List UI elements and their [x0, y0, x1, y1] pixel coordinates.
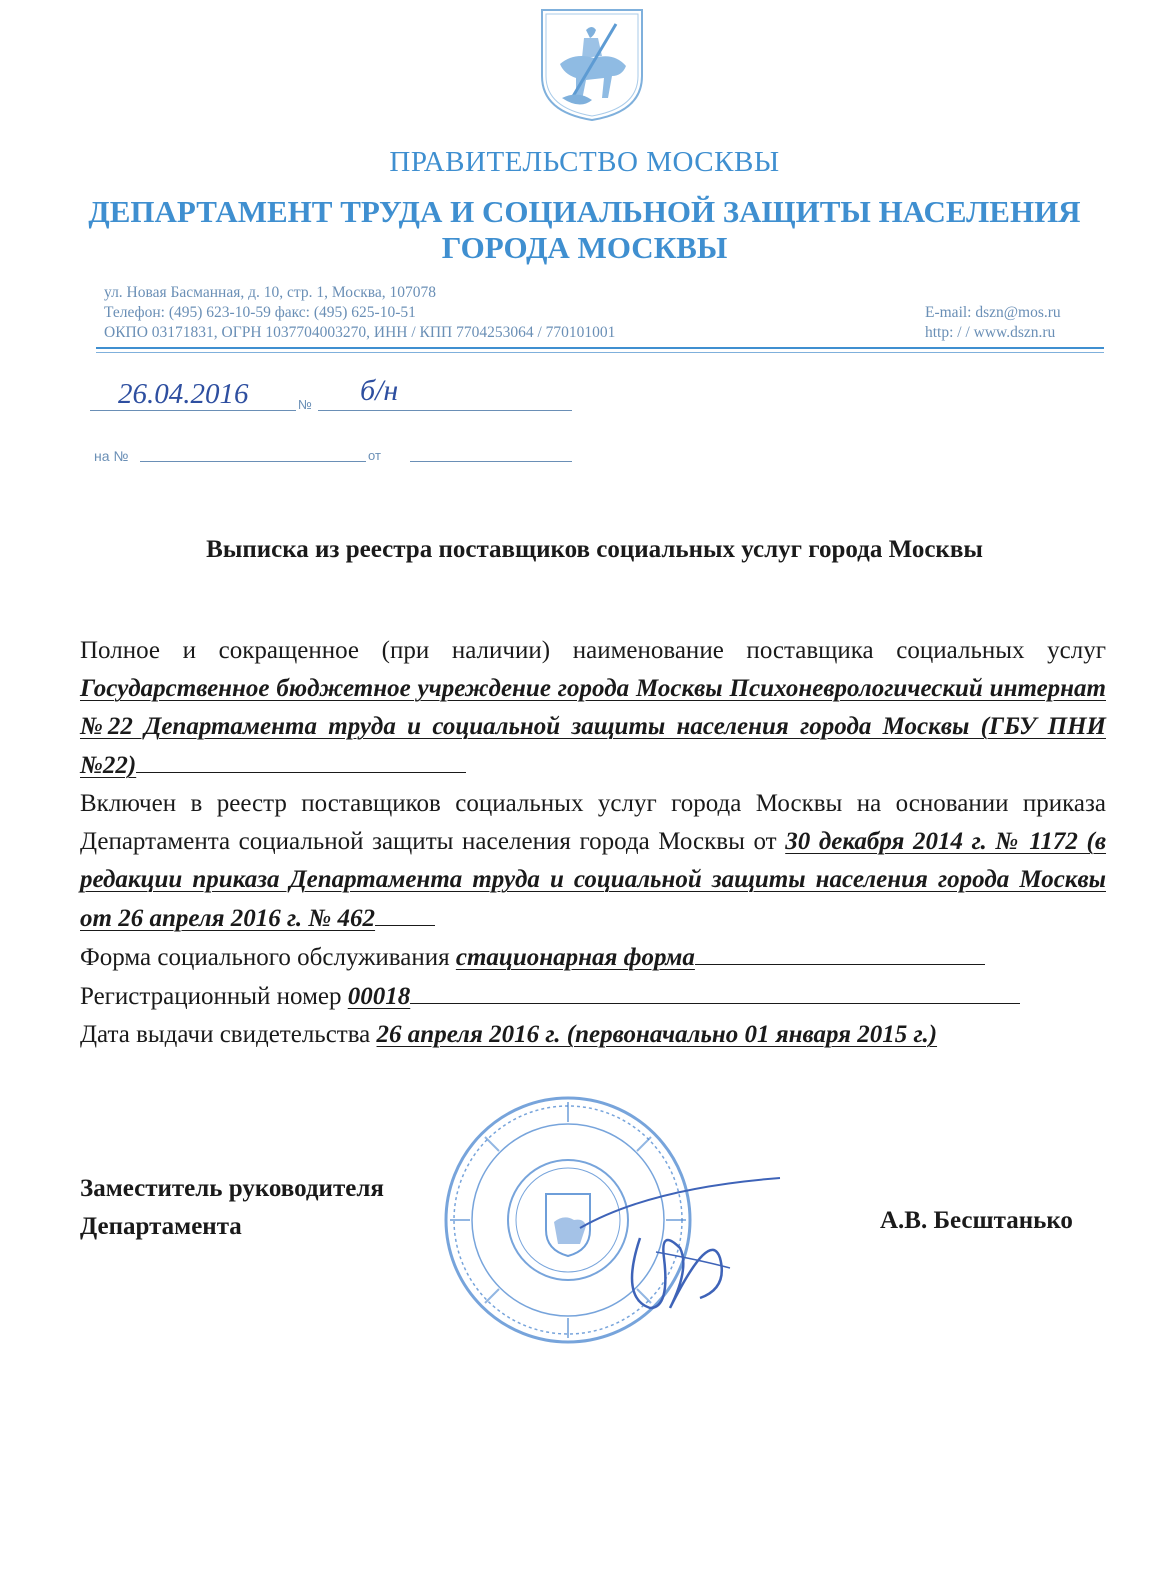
provider-label: Полное и сокращенное (при наличии) наименование поставщика социальных услуг [80, 637, 1106, 664]
provider-paragraph [80, 632, 1106, 785]
signatory-position-line-2: Департамента [80, 1213, 242, 1240]
incoming-number-label: на № [94, 448, 129, 464]
signatory-position-line-1: Заместитель руководителя [80, 1175, 384, 1202]
letterhead-rule [96, 347, 1104, 349]
email: E-mail: dszn@mos.ru [925, 304, 1061, 321]
government-heading: ПРАВИТЕЛЬСТВО МОСКВЫ [389, 146, 780, 178]
website: http: / / www.dszn.ru [925, 324, 1056, 341]
issue-date-label: Дата выдачи свидетельства [80, 1021, 371, 1048]
issue-date-value: 26 апреля 2016 г. (первоначально 01 января 2015 г.) [376, 1021, 938, 1048]
fill-line [695, 938, 985, 965]
basis-order: 30 декабря 2014 г. № 1172 (в редакции приказа Департамента труда и социальной защиты населения города Москвы от 26 апреля 2016 г. № 462 [80, 828, 1107, 932]
fill-line [410, 977, 1020, 1004]
signatory-name: А.В. Бесштанько [880, 1207, 1073, 1234]
incoming-date-label: от [368, 448, 381, 463]
department-line-2: ГОРОДА МОСКВЫ [441, 230, 728, 265]
outgoing-date-line [90, 410, 296, 411]
service-form-label: Форма социального обслуживания [80, 944, 450, 971]
incoming-date-line [410, 461, 572, 462]
issue-date-row [80, 1016, 1106, 1054]
basis-paragraph [80, 785, 1106, 938]
registration-label: Регистрационный номер [80, 983, 342, 1010]
registration-number: 00018 [347, 983, 411, 1010]
signatory-position [80, 1170, 384, 1246]
incoming-number-line [140, 461, 366, 462]
letterhead-rule-thin [96, 352, 1104, 353]
service-form-row [80, 938, 1106, 977]
provider-name: Государственное бюджетное учреждение города Москвы Психоневрологический интернат №22 Департамента труда и социальной защиты населения города Москвы (ГБУ ПНИ №22) [80, 675, 1106, 779]
registration-codes: ОКПО 03171831, ОГРН 1037704003270, ИНН / КПП 7704253064 / 770101001 [104, 324, 616, 341]
document-body [80, 632, 1106, 1054]
outgoing-number-line [318, 410, 572, 411]
basis-label: Включен в реестр поставщиков социальных услуг города Москвы на основании приказа Департамента социальной защиты населения города Москвы от [80, 790, 1106, 855]
address: ул. Новая Басманная, д. 10, стр. 1, Москва, 107078 [104, 284, 437, 301]
department-heading [40, 194, 1129, 266]
department-line-1: ДЕПАРТАМЕНТ ТРУДА И СОЦИАЛЬНОЙ ЗАЩИТЫ НАСЕЛЕНИЯ [88, 194, 1081, 229]
registration-row [80, 977, 1106, 1016]
phone-fax: Телефон: (495) 623-10-59 факс: (495) 625-10-51 [104, 304, 416, 321]
outgoing-date: 26.04.2016 [118, 378, 249, 410]
service-form-value: стационарная форма [455, 944, 695, 971]
fill-line [136, 746, 466, 773]
online-contacts [925, 303, 1061, 343]
moscow-coat-of-arms-icon [538, 6, 646, 124]
outgoing-number: б/н [360, 374, 399, 407]
contact-block [104, 283, 615, 343]
fill-line [375, 899, 435, 926]
handwritten-signature [560, 1168, 800, 1318]
document-title: Выписка из реестра поставщиков социальных услуг города Москвы [206, 536, 983, 563]
number-sign: № [298, 397, 312, 412]
